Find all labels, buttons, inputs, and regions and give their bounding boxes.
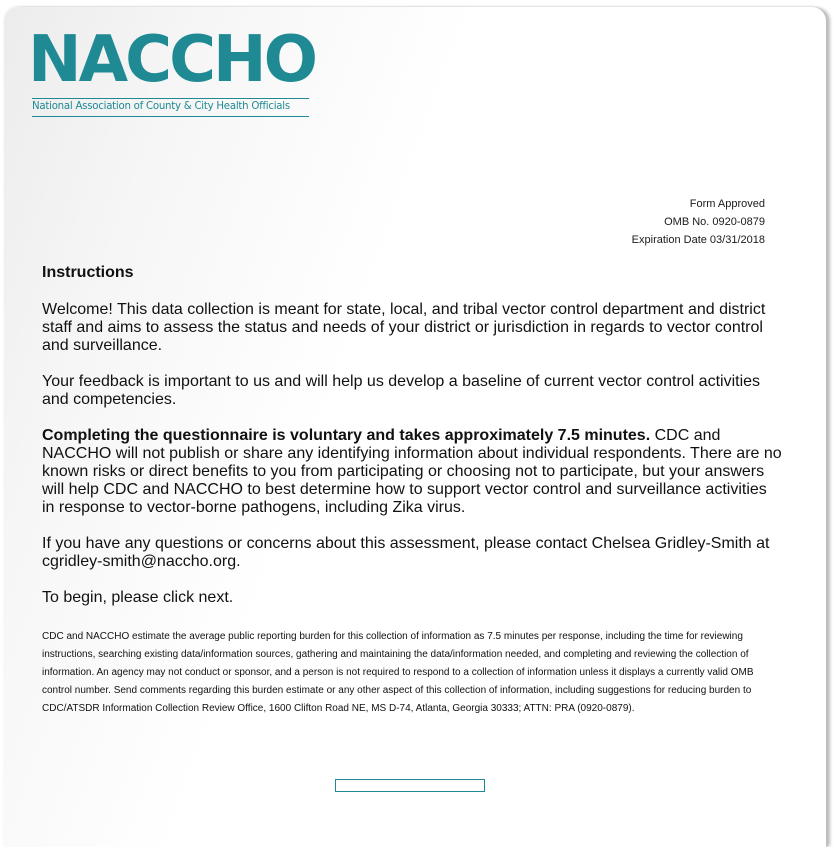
logo-tagline: National Association of County & City Health Officials (32, 101, 290, 112)
omb-notice (632, 195, 765, 249)
begin-paragraph: To begin, please click next. (42, 589, 234, 606)
burden-disclaimer: CDC and NACCHO estimate the average public reporting burden for this collection of information as 7.5 minutes per response, including the time for reviewing instructions, searching existing data/information sources, gathering and maintaining the data/information needed, and completing and reviewing the collection of information. An agency may not conduct or sponsor, and a person is not required to respond to a collection of information unless it displays a currently valid OMB control number. Send comments regarding this burden estimate or any other aspect of this collection of information, including suggestions for reducing burden to CDC/ATSDR Information Collection Review Office, 1600 Clifton Road NE, MS D-74, Atlanta, Georgia 30333; ATTN: PRA (0920-0879). (42, 631, 754, 714)
survey-page-card (4, 7, 826, 847)
logo-divider-top (32, 98, 309, 99)
logo-divider-bottom (32, 116, 309, 117)
contact-paragraph: If you have any questions or concerns about this assessment, please contact Chelsea Gridley-Smith at cgridley-smith@naccho.org. (42, 535, 770, 570)
form-approved-text: Form Approved (689, 198, 765, 210)
expiration-date-text: Expiration Date 03/31/2018 (631, 234, 765, 246)
next-button[interactable] (335, 779, 485, 792)
logo-wordmark: NACCHO (28, 23, 315, 97)
welcome-paragraph: Welcome! This data collection is meant for state, local, and tribal vector control department and district staff and aims to assess the status and needs of your district or jurisdiction in regards to vector control and surveillance. (42, 301, 766, 354)
voluntary-paragraph (42, 427, 782, 517)
feedback-paragraph: Your feedback is important to us and will help us develop a baseline of current vector control activities and competencies. (42, 373, 761, 408)
instructions-heading: Instructions (42, 264, 134, 281)
instructions-section (42, 263, 782, 625)
omb-number-text: OMB No. 0920-0879 (664, 216, 765, 228)
naccho-logo (28, 23, 315, 120)
voluntary-body-text: CDC and NACCHO will not publish or share any identifying information about individual respondents. There are no known risks or direct benefits to you from participating or choosing not to participate, but your answers will help CDC and NACCHO to best determine how to support vector control and surveillance activities in response to vector-borne pathogens, including Zika virus. (42, 427, 782, 516)
voluntary-bold-text: Completing the questionnaire is voluntary and takes approximately 7.5 minutes. (42, 427, 651, 444)
